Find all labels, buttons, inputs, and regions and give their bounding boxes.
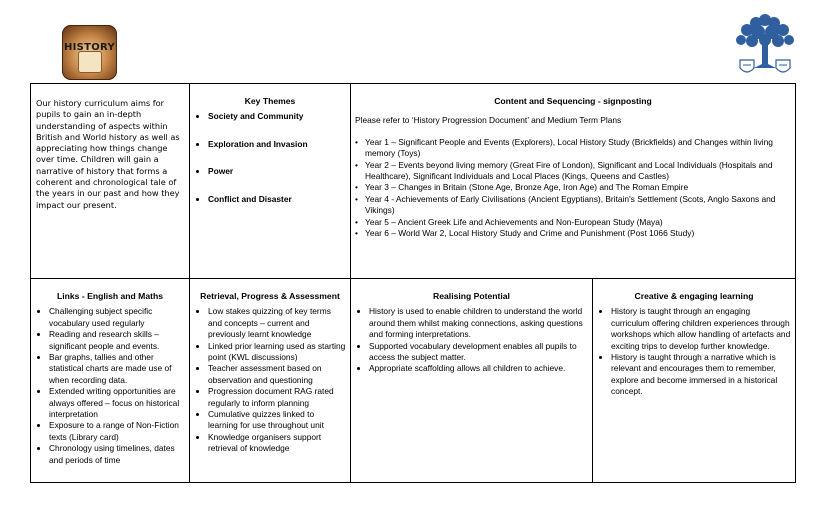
- potential-title: Realising Potential: [433, 291, 510, 301]
- intro-cell: [31, 84, 190, 279]
- history-logo-text: HISTORY: [63, 42, 116, 53]
- scroll-icon: [78, 51, 102, 73]
- links-title: Links - English and Maths: [57, 291, 163, 301]
- key-themes-list: [194, 111, 346, 205]
- list-item: • Low stakes quizzing of key terms and concepts – current and previously learnt knowledge: [208, 306, 346, 340]
- year-item: • Year 4 - Achievements of Early Civilisations (Ancient Egyptians), Britain's Settlement (Scots, Anglo Saxons and Vikings): [355, 193, 776, 216]
- content-title: Content and Sequencing - signposting: [494, 96, 652, 106]
- list-item: • Extended writing opportunities are always offered – focus on historical interpretation: [49, 386, 185, 420]
- list-item: • Knowledge organisers support retrieval of knowledge: [208, 432, 346, 455]
- list-item: • Linked prior learning used as starting point (KWL discussions): [208, 341, 346, 364]
- list-item: • Exposure to a range of Non-Fiction texts (Library card): [49, 420, 185, 443]
- theme-item: • Exploration and Invasion: [208, 139, 346, 150]
- key-themes-title: Key Themes: [244, 96, 296, 106]
- potential-list: [355, 306, 588, 374]
- content-intro: Please refer to ‘History Progression Document’ and Medium Term Plans: [355, 115, 622, 126]
- links-list: [35, 306, 185, 466]
- retrieval-title: Retrieval, Progress & Assessment: [200, 291, 340, 301]
- retrieval-list: [194, 306, 346, 454]
- school-tree-logo: [732, 10, 798, 80]
- theme-item: • Power: [208, 166, 346, 177]
- creative-cell: [593, 279, 796, 483]
- list-item: • History is used to enable children to understand the world around them whilst making connections, asking questions and forming interpretations.: [369, 306, 588, 340]
- list-item: • Bar graphs, tallies and other statistical charts are made use of when recording data.: [49, 352, 185, 386]
- intro-text: Our history curriculum aims for pupils to gain an in-depth understanding of aspects within British and World history as well as appreciating how things change over time. Children will gain a narrative of history that forms a coherent and chronological tale of the years in our past and how they impact our present.: [36, 98, 180, 210]
- list-item: • Chronology using timelines, dates and periods of time: [49, 443, 185, 466]
- potential-cell: [351, 279, 593, 483]
- year-item: • Year 1 – Significant People and Events (Explorers), Local History Study (Brickfields) and Changes within living memory (Toys): [355, 136, 773, 159]
- content-cell: [351, 84, 796, 279]
- theme-item: • Society and Community: [208, 111, 346, 122]
- list-item: • Cumulative quizzes linked to learning for use throughout unit: [208, 409, 346, 432]
- list-item: • Challenging subject specific vocabulary used regularly: [49, 306, 185, 329]
- year-list: [355, 137, 791, 240]
- curriculum-table: [30, 83, 796, 483]
- theme-item: • Conflict and Disaster: [208, 194, 346, 205]
- list-item: • History is taught through a narrative which is relevant and encourages them to remember, explore and become immersed in a historical concept.: [611, 352, 791, 398]
- creative-title: Creative & engaging learning: [634, 291, 754, 301]
- creative-list: [597, 306, 791, 397]
- list-item: • Appropriate scaffolding allows all children to achieve.: [369, 363, 588, 374]
- key-themes-cell: [190, 84, 351, 279]
- list-item: • Teacher assessment based on observation and questioning: [208, 363, 346, 386]
- list-item: • Reading and research skills – significant people and events.: [49, 329, 185, 352]
- list-item: • Supported vocabulary development enables all pupils to access the subject matter.: [369, 341, 588, 364]
- year-item: • Year 2 – Events beyond living memory (Great Fire of London), Significant and Local Individuals (Hospitals and Healthcare), Significant Individuals and Local Places (Kings, Queens and Castles): [355, 159, 773, 182]
- year-item: • Year 3 – Changes in Britain (Stone Age, Bronze Age, Iron Age) and The Roman Empire: [355, 182, 689, 193]
- list-item: • Progression document RAG rated regularly to inform planning: [208, 386, 346, 409]
- year-item: • Year 6 – World War 2, Local History Study and Crime and Punishment (Post 1066 Study): [355, 228, 695, 239]
- year-item: • Year 5 – Ancient Greek Life and Achievements and Non-European Study (Maya): [355, 216, 663, 227]
- retrieval-cell: [190, 279, 351, 483]
- list-item: • History is taught through an engaging curriculum offering children experiences through workshops which allow handling of artefacts and exciting trips to develop further knowledge.: [611, 306, 791, 352]
- history-logo: [62, 25, 117, 80]
- links-cell: [31, 279, 190, 483]
